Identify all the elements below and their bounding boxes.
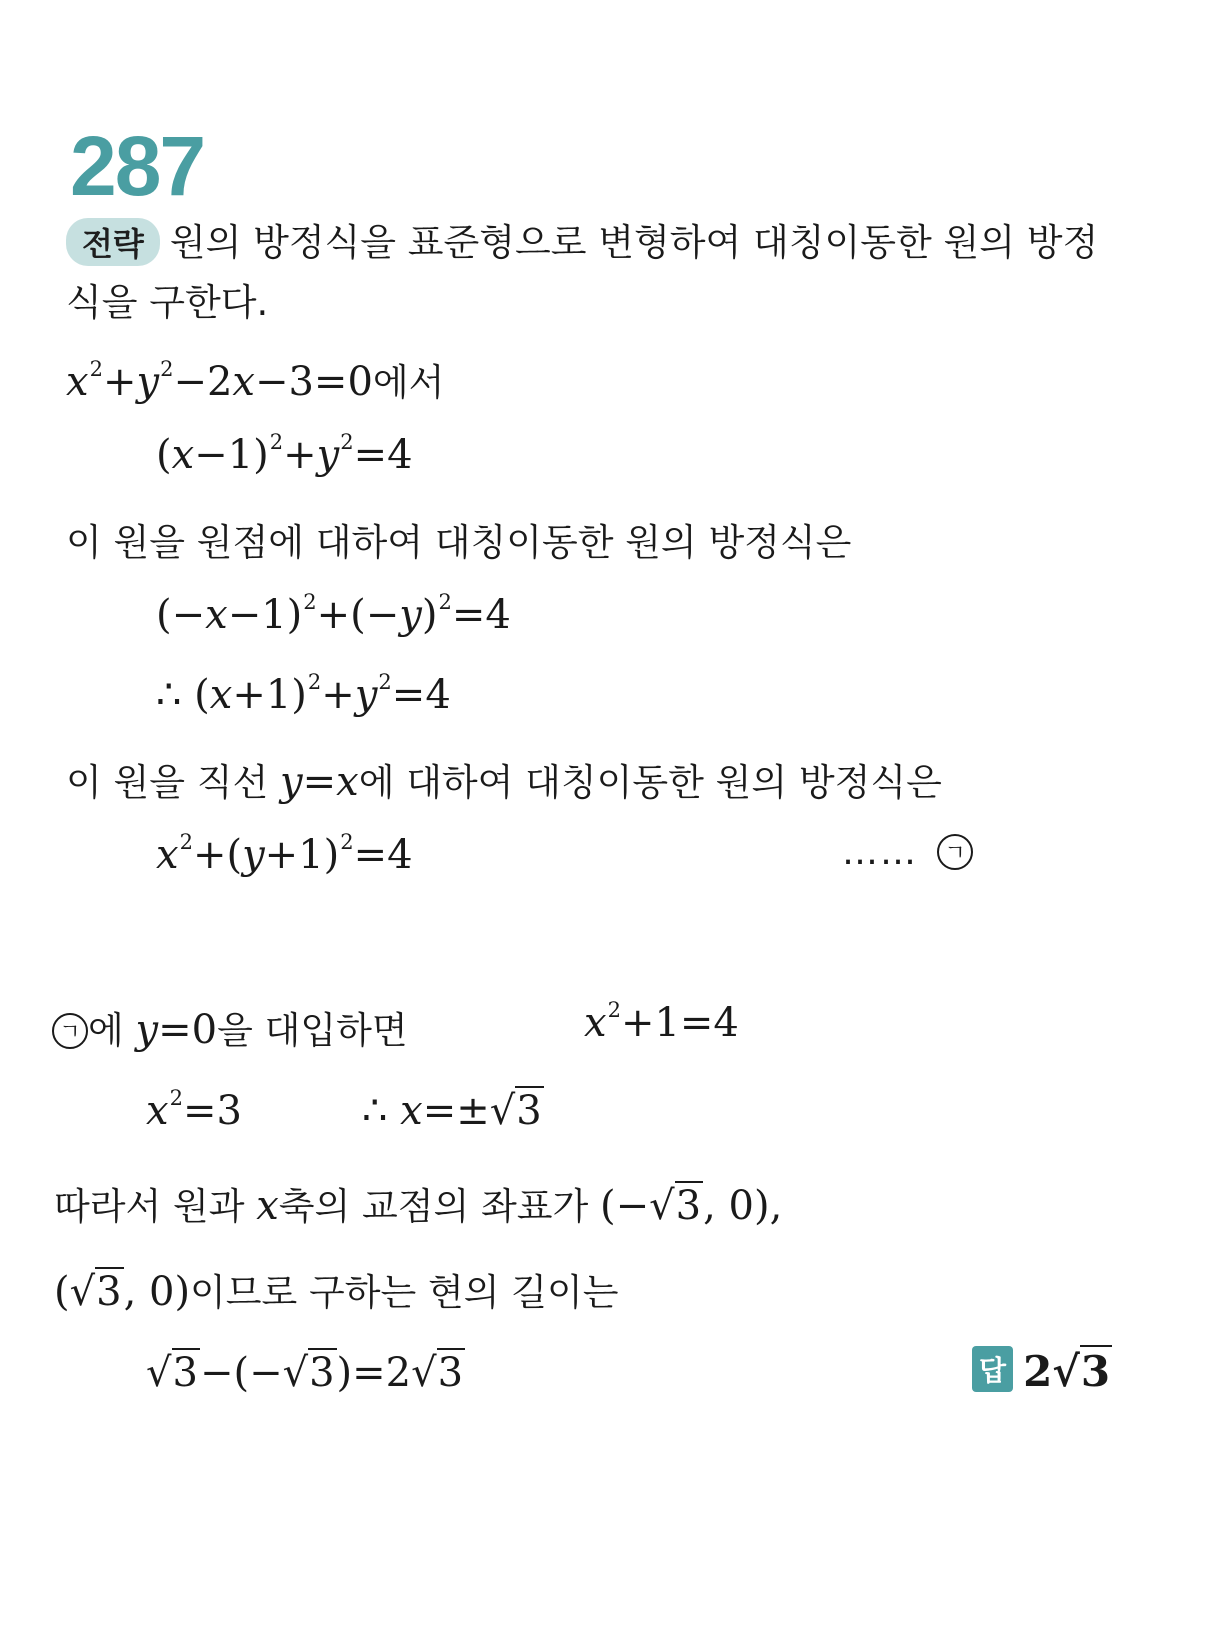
sentence-origin-symmetry: 이 원을 원점에 대하여 대칭이동한 원의 방정식은 <box>66 521 852 564</box>
substitution-line: ㄱ 에 y=0을 대입하면 <box>52 1000 408 1054</box>
equation-line-result: $x^2+(y+1)^2=4$ <box>156 830 413 878</box>
equation-substituted: $x^2+1=4$ <box>584 998 739 1046</box>
sentence-line-symmetry: 이 원을 직선 y=x에 대하여 대칭이동한 원의 방정식은 <box>66 759 942 805</box>
conclusion-line-2: (√3, 0)이므로 구하는 현의 길이는 <box>54 1269 619 1315</box>
strategy-line-1 <box>66 212 1098 266</box>
answer <box>972 1346 1112 1396</box>
strategy-line-2: 식을 구한다. <box>66 281 269 324</box>
equation-origin-reflect: $(-x-1)^2+(-y)^2=4$ <box>156 590 511 638</box>
equation-origin-result: ∴ $(x+1)^2+y^2=4$ <box>156 670 451 718</box>
equation-standard: $(x-1)^2+y^2=4$ <box>156 430 413 478</box>
circled-label-giyeok: ㄱ <box>937 834 973 870</box>
conclusion-line-1: 따라서 원과 x축의 교점의 좌표가 (−√3, 0), <box>54 1183 783 1229</box>
answer-label: 답 <box>972 1346 1013 1392</box>
from-label: 에서 <box>372 361 445 404</box>
dots-leader: …… <box>842 832 918 873</box>
circled-label-giyeok-ref: ㄱ <box>52 1013 88 1049</box>
strategy-badge: 전략 <box>66 218 160 266</box>
equation-x-solution: ∴ x=±√3 <box>362 1088 542 1134</box>
equation-original: $x^2+y^2-2x-3=0$에서 <box>66 357 445 405</box>
strategy-text-1: 원의 방정식을 표준형으로 변형하여 대칭이동한 원의 방정 <box>169 221 1099 264</box>
problem-number: 287 <box>70 119 205 213</box>
equation-x-squared: $x^2=3$ <box>146 1086 242 1134</box>
answer-value: 2√3 <box>1023 1347 1111 1396</box>
equation-label <box>842 832 973 873</box>
equation-chord-length: √3−(−√3)=2√3 <box>146 1350 464 1396</box>
